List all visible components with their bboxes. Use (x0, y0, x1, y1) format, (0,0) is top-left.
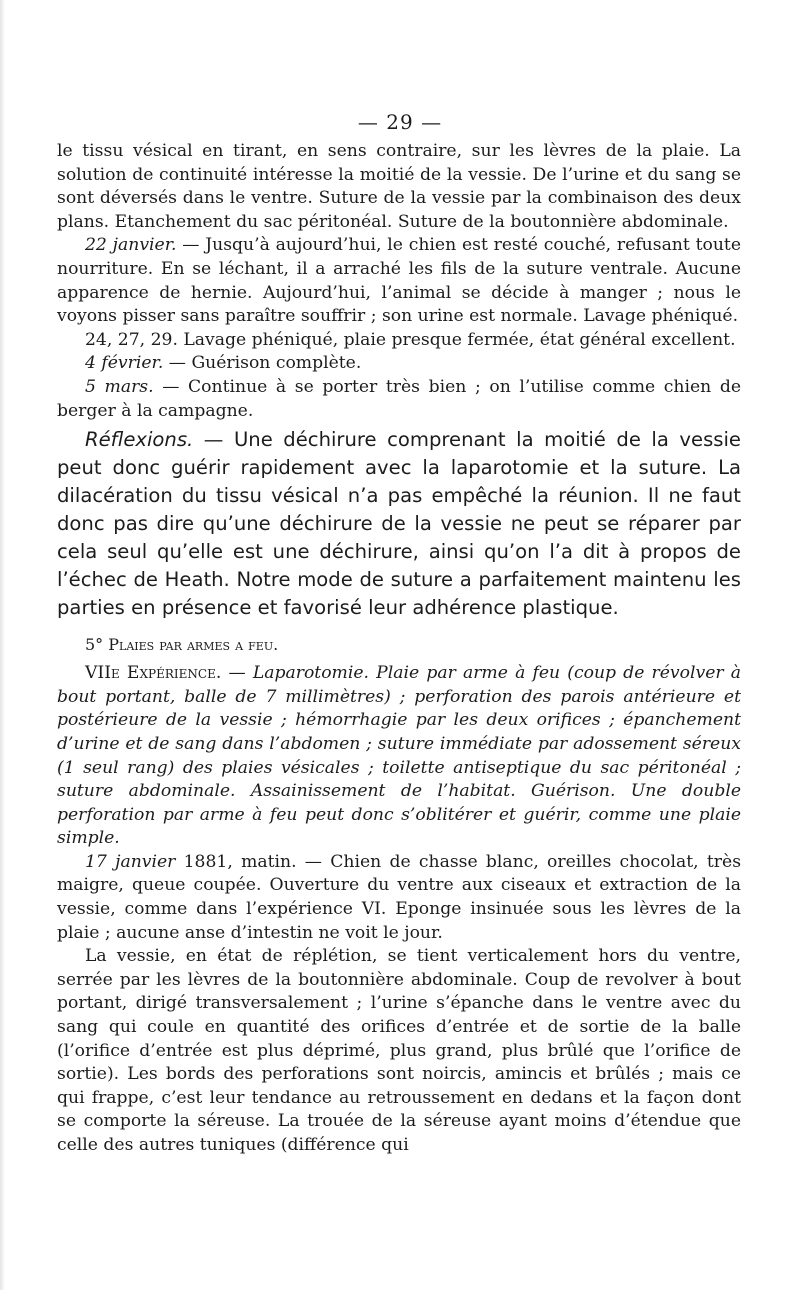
paragraph-5-mars (57, 376, 741, 423)
paragraph-22-janvier (57, 234, 741, 328)
date-label: 22 janvier. (85, 235, 177, 256)
page-number: — 29 — (357, 110, 443, 134)
paragraph-4-fevrier (57, 352, 741, 376)
paragraph-text: — Continue à se porter très bien ; on l’utilise comme chien de berger à la campagne. (57, 376, 741, 421)
paragraph-text: — Une déchirure comprenant la moitié de la vessie peut donc guérir rapidement avec la laparotomie et la suture. La dilacération du tissu vésical n’a pas empêché la réunion. Il ne faut donc pas dire qu’une déchirure de la vessie ne peut se réparer par cela seul qu’elle est une déchirure, ainsi qu’on l’a dit à propos de l’échec de Heath. Notre mode de suture a parfaitement maintenu les parties en présence et favorisé leur adhérence plastique. (57, 428, 741, 620)
experience-summary: — Laparotomie. Plaie par arme à feu (coup de révolver à bout portant, balle de 7 millimètres) ; perforation des parois antérieure et postérieure de la vessie ; hémorrhagie par les deux orifices ; épanchement d’urine et de sang dans l’abdomen ; suture immédiate par adossement séreux (1 seul rang) des plaies vésicales ; toilette antiseptique du sac péritonéal ; suture abdominale. Assainissement de l’habitat. Guérison. Une double perforation par arme à feu peut donc s’oblitérer et guérir, comme une plaie simple. (57, 663, 741, 849)
paragraph-24-27-29: 24, 27, 29. Lavage phéniqué, plaie presque fermée, état général excellent. (85, 329, 736, 350)
paragraph-text: — Guérison complète. (163, 353, 362, 374)
page-edge (0, 0, 5, 1290)
paragraph-text: 1881, matin. — Chien de chasse blanc, oreilles chocolat, très maigre, queue coupée. Ouverture du ventre aux ciseaux et extraction de la vessie, comme dans l’expérience VI. Eponge insinuée sous les lèvres de la plaie ; aucune anse d’intestin ne voit le jour. (57, 851, 742, 943)
paragraph-experience-vii (57, 662, 741, 851)
paragraph-vessie: La vessie, en état de réplétion, se tient verticalement hors du ventre, serrée par les lèvres de la boutonnière abdominale. Coup de revolver à bout portant, dirigé transversalement ; l’urine s’épanche dans le ventre avec du sang qui coule en quantité des orifices d’entrée et de sortie de la balle (l’orifice d’entrée est plus déprimé, plus grand, plus brûlé que l’orifice de sortie). Les bords des perforations sont noircis, amincis et brûlés ; mais ce qui frappe, c’est leur tendance au retroussement en dedans et la façon dont se comporte la séreuse. La trouée de la séreuse ayant moins d’étendue que celle des autres tuniques (différence qui (57, 946, 741, 1155)
experience-label: VIIe Expérience. (85, 663, 222, 684)
paragraph-text: — Jusqu’à aujourd’hui, le chien est resté couché, refusant toute nourriture. En se léchant, il a arraché les fils de la suture ventrale. Aucune apparence de hernie. Aujourd’hui, l’animal se décide à manger ; nous le voyons pisser sans paraître souffrir ; son urine est normale. Lavage phéniqué. (57, 235, 741, 327)
date-label: 17 janvier (85, 851, 176, 872)
page-body (57, 140, 741, 1158)
paragraph-reflexions (57, 426, 741, 622)
date-label: 5 mars. (85, 376, 154, 397)
paragraph-17-janvier (57, 851, 741, 945)
section-title: 5° Plaies par armes a feu. (85, 635, 279, 655)
paragraph-continuation: le tissu vésical en tirant, en sens contraire, sur les lèvres de la plaie. La solution de continuité intéresse la moitié de la vessie. De l’urine et du sang se sont déversés dans le ventre. Suture de la vessie par la combinaison des deux plans. Etanchement du sac péritonéal. Suture de la boutonnière abdominale. (57, 141, 741, 232)
date-label: 4 février. (85, 353, 164, 374)
reflexions-label: Réflexions. (85, 428, 194, 452)
